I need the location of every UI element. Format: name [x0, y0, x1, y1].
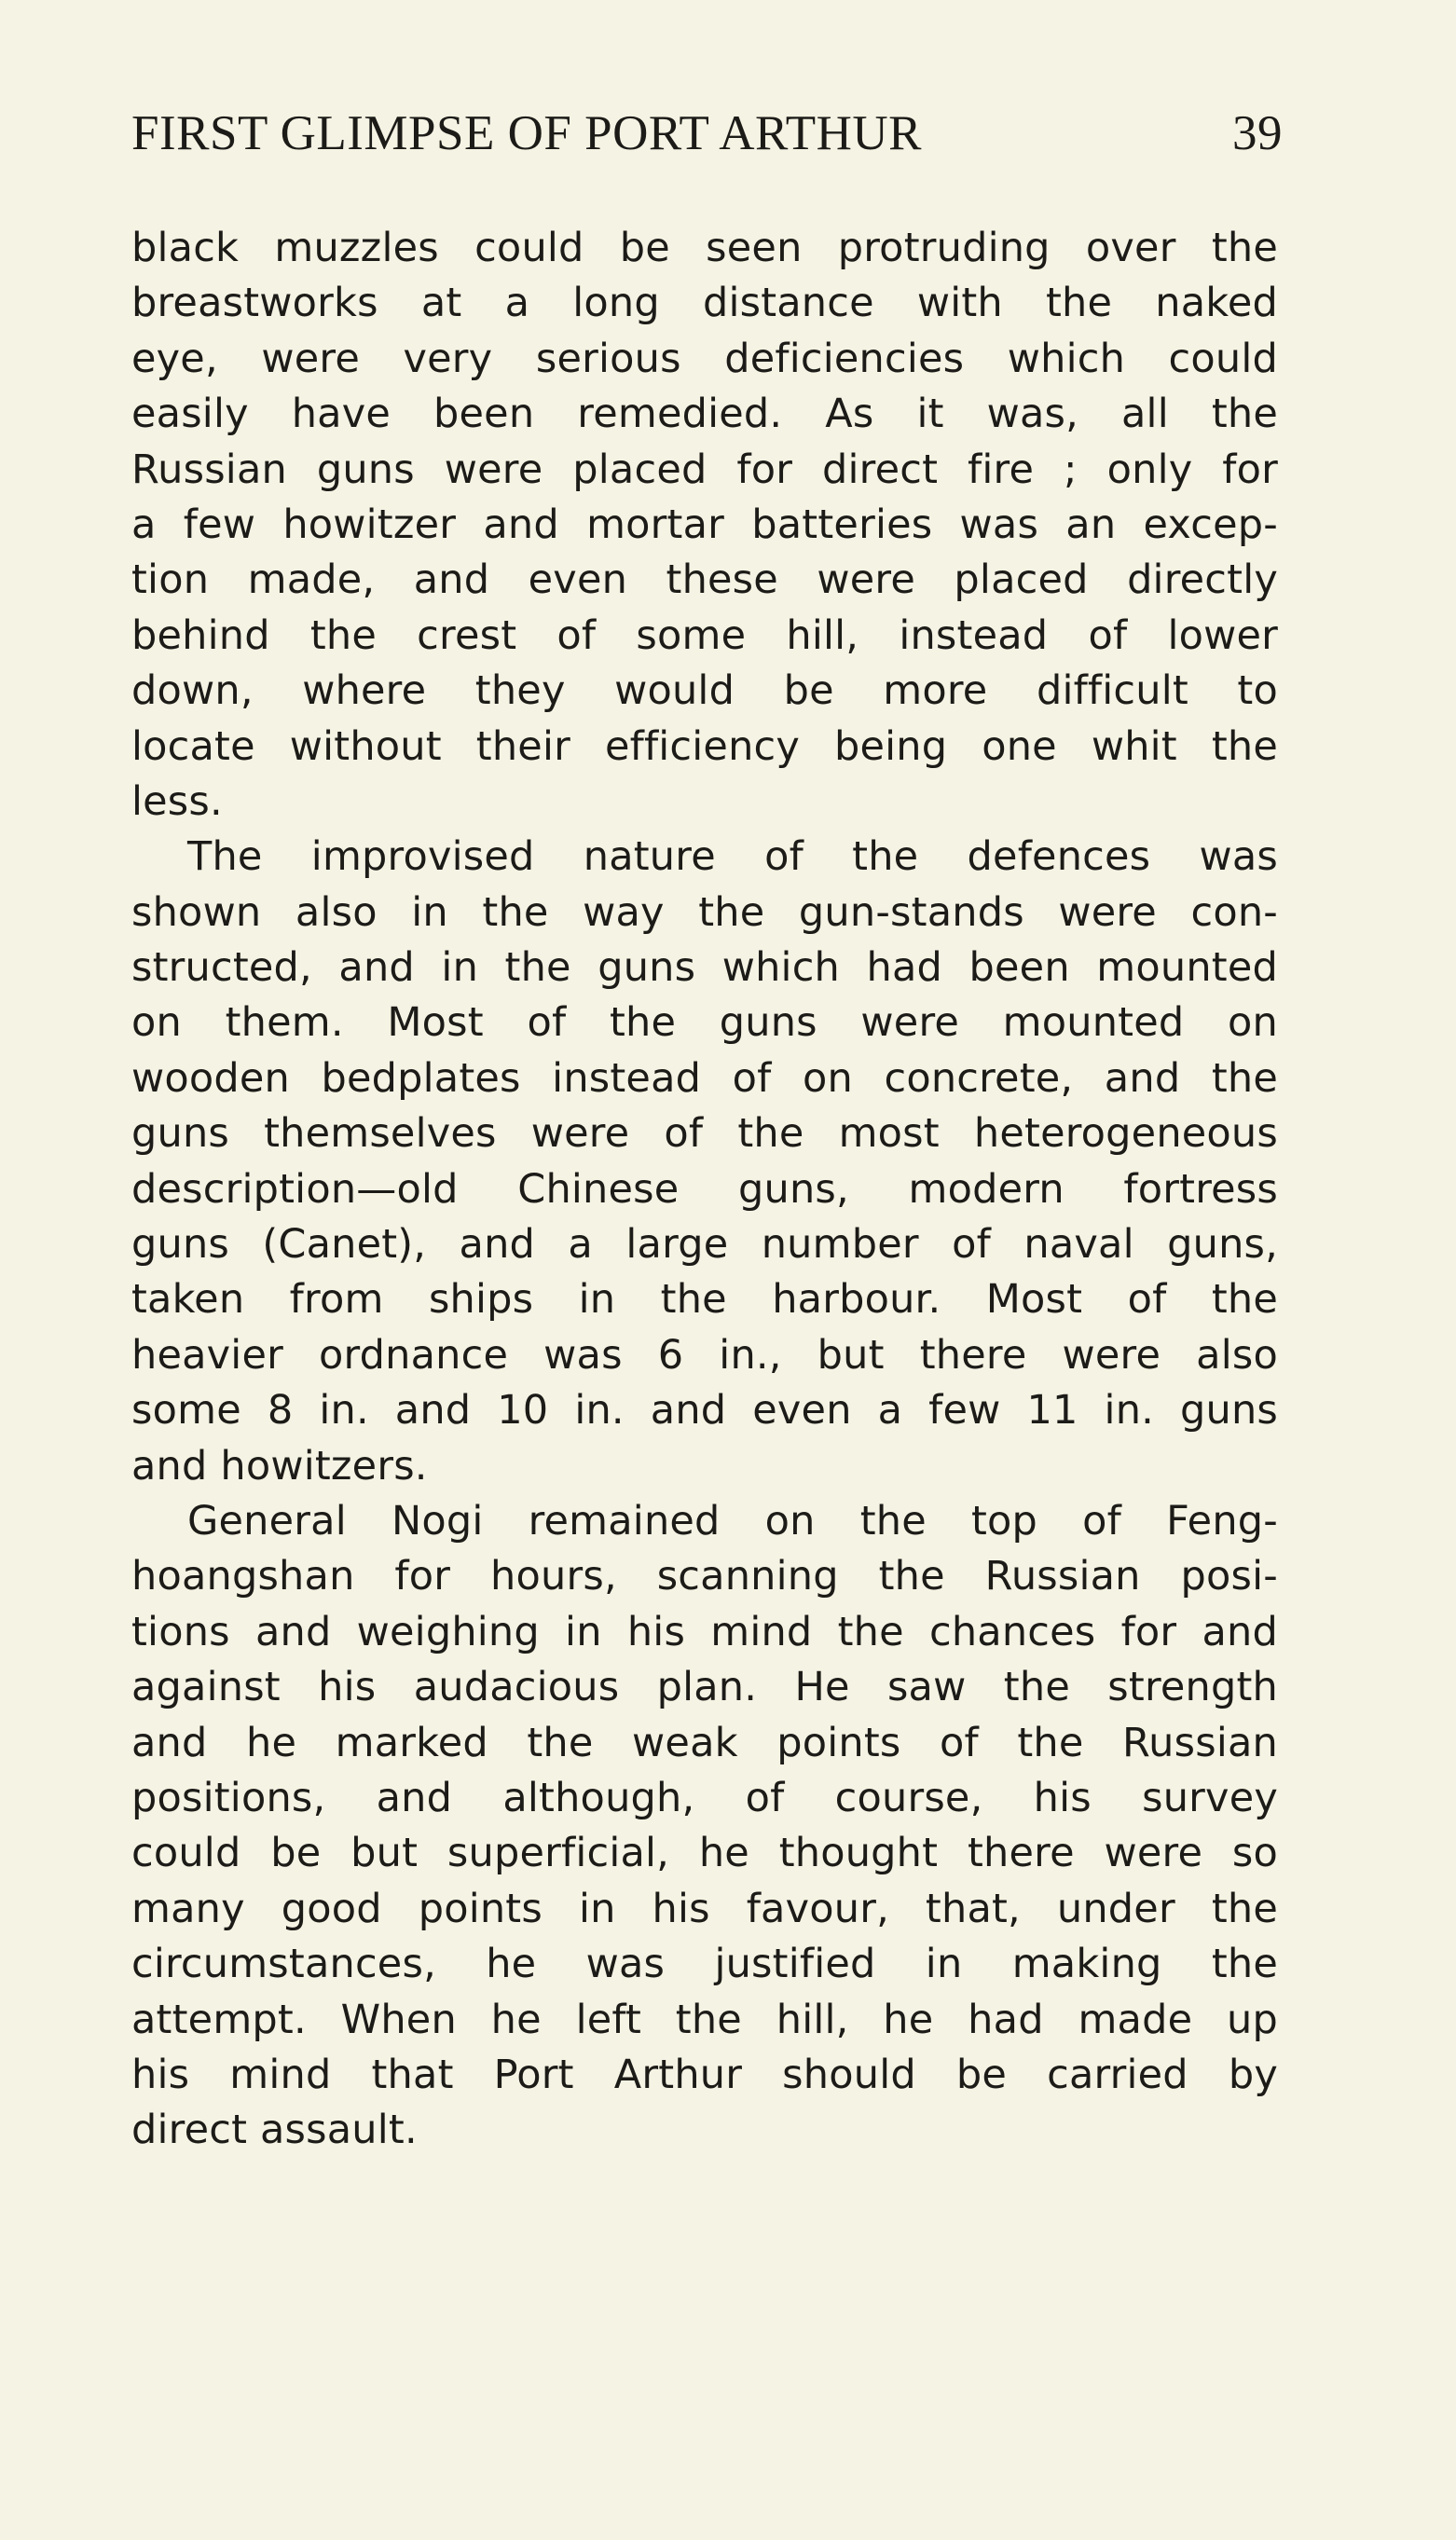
text-line: and howitzers. — [131, 1442, 428, 1490]
page-number: 39 — [1232, 106, 1283, 160]
text-line: The improvised nature of the defences was — [187, 833, 1278, 881]
text-line: could be but superficial, he thought there were so — [131, 1830, 1278, 1877]
text-line: wooden bedplates instead of on concrete, and the — [131, 1054, 1278, 1102]
text-line: black muzzles could be seen protruding over the — [131, 225, 1278, 271]
text-line: positions, and although, of course, his survey — [131, 1774, 1278, 1821]
text-line: Russian guns were placed for direct fire ; only for — [131, 446, 1278, 493]
body-text — [131, 221, 1278, 2159]
text-line: taken from ships in the harbour. Most of the — [131, 1276, 1278, 1324]
running-head — [131, 101, 1283, 166]
text-line: on them. Most of the guns were mounted on — [131, 999, 1278, 1047]
text-line: and he marked the weak points of the Russian — [131, 1719, 1278, 1766]
text-line: locate without their efficiency being one whit the — [131, 722, 1278, 770]
text-line: structed, and in the guns which had been mounted — [131, 944, 1278, 992]
text-line: General Nogi remained on the top of Feng- — [187, 1497, 1278, 1545]
text-line: direct assault. — [131, 2107, 418, 2154]
text-line: less. — [131, 777, 223, 825]
text-line: heavier ordnance was 6 in., but there were also — [131, 1331, 1278, 1379]
text-line: breastworks at a long distance with the naked — [131, 280, 1278, 327]
text-line: eye, were very serious deficiencies which could — [131, 335, 1278, 382]
paragraph-2 — [131, 830, 1278, 1494]
text-line: hoangshan for hours, scanning the Russian posi- — [131, 1553, 1278, 1600]
paragraph-1 — [131, 221, 1278, 830]
text-line: tions and weighing in his mind the chances for and — [131, 1608, 1278, 1655]
text-line: guns themselves were of the most heterogeneous — [131, 1110, 1278, 1158]
text-line: a few howitzer and mortar batteries was an excep- — [131, 501, 1278, 548]
text-line: some 8 in. and 10 in. and even a few 11 in. guns — [131, 1387, 1278, 1435]
text-line: his mind that Port Arthur should be carried by — [131, 2051, 1278, 2098]
text-line: easily have been remedied. As it was, all the — [131, 391, 1278, 438]
text-line: down, where they would be more difficult to — [131, 667, 1278, 715]
text-line: circumstances, he was justified in making the — [131, 1941, 1278, 1988]
text-line: tion made, and even these were placed directly — [131, 556, 1278, 604]
text-line: shown also in the way the gun-stands were con- — [131, 888, 1278, 936]
chapter-title: FIRST GLIMPSE OF PORT ARTHUR — [131, 106, 922, 160]
text-line: behind the crest of some hill, instead of lower — [131, 611, 1278, 659]
text-line: many good points in his favour, that, under the — [131, 1885, 1278, 1932]
text-line: attempt. When he left the hill, he had made up — [131, 1996, 1278, 2043]
text-line: guns (Canet), and a large number of naval guns, — [131, 1221, 1278, 1269]
text-line: against his audacious plan. He saw the strength — [131, 1664, 1278, 1711]
paragraph-3 — [131, 1494, 1278, 2159]
text-line: description—old Chinese guns, modern fortress — [131, 1165, 1278, 1213]
